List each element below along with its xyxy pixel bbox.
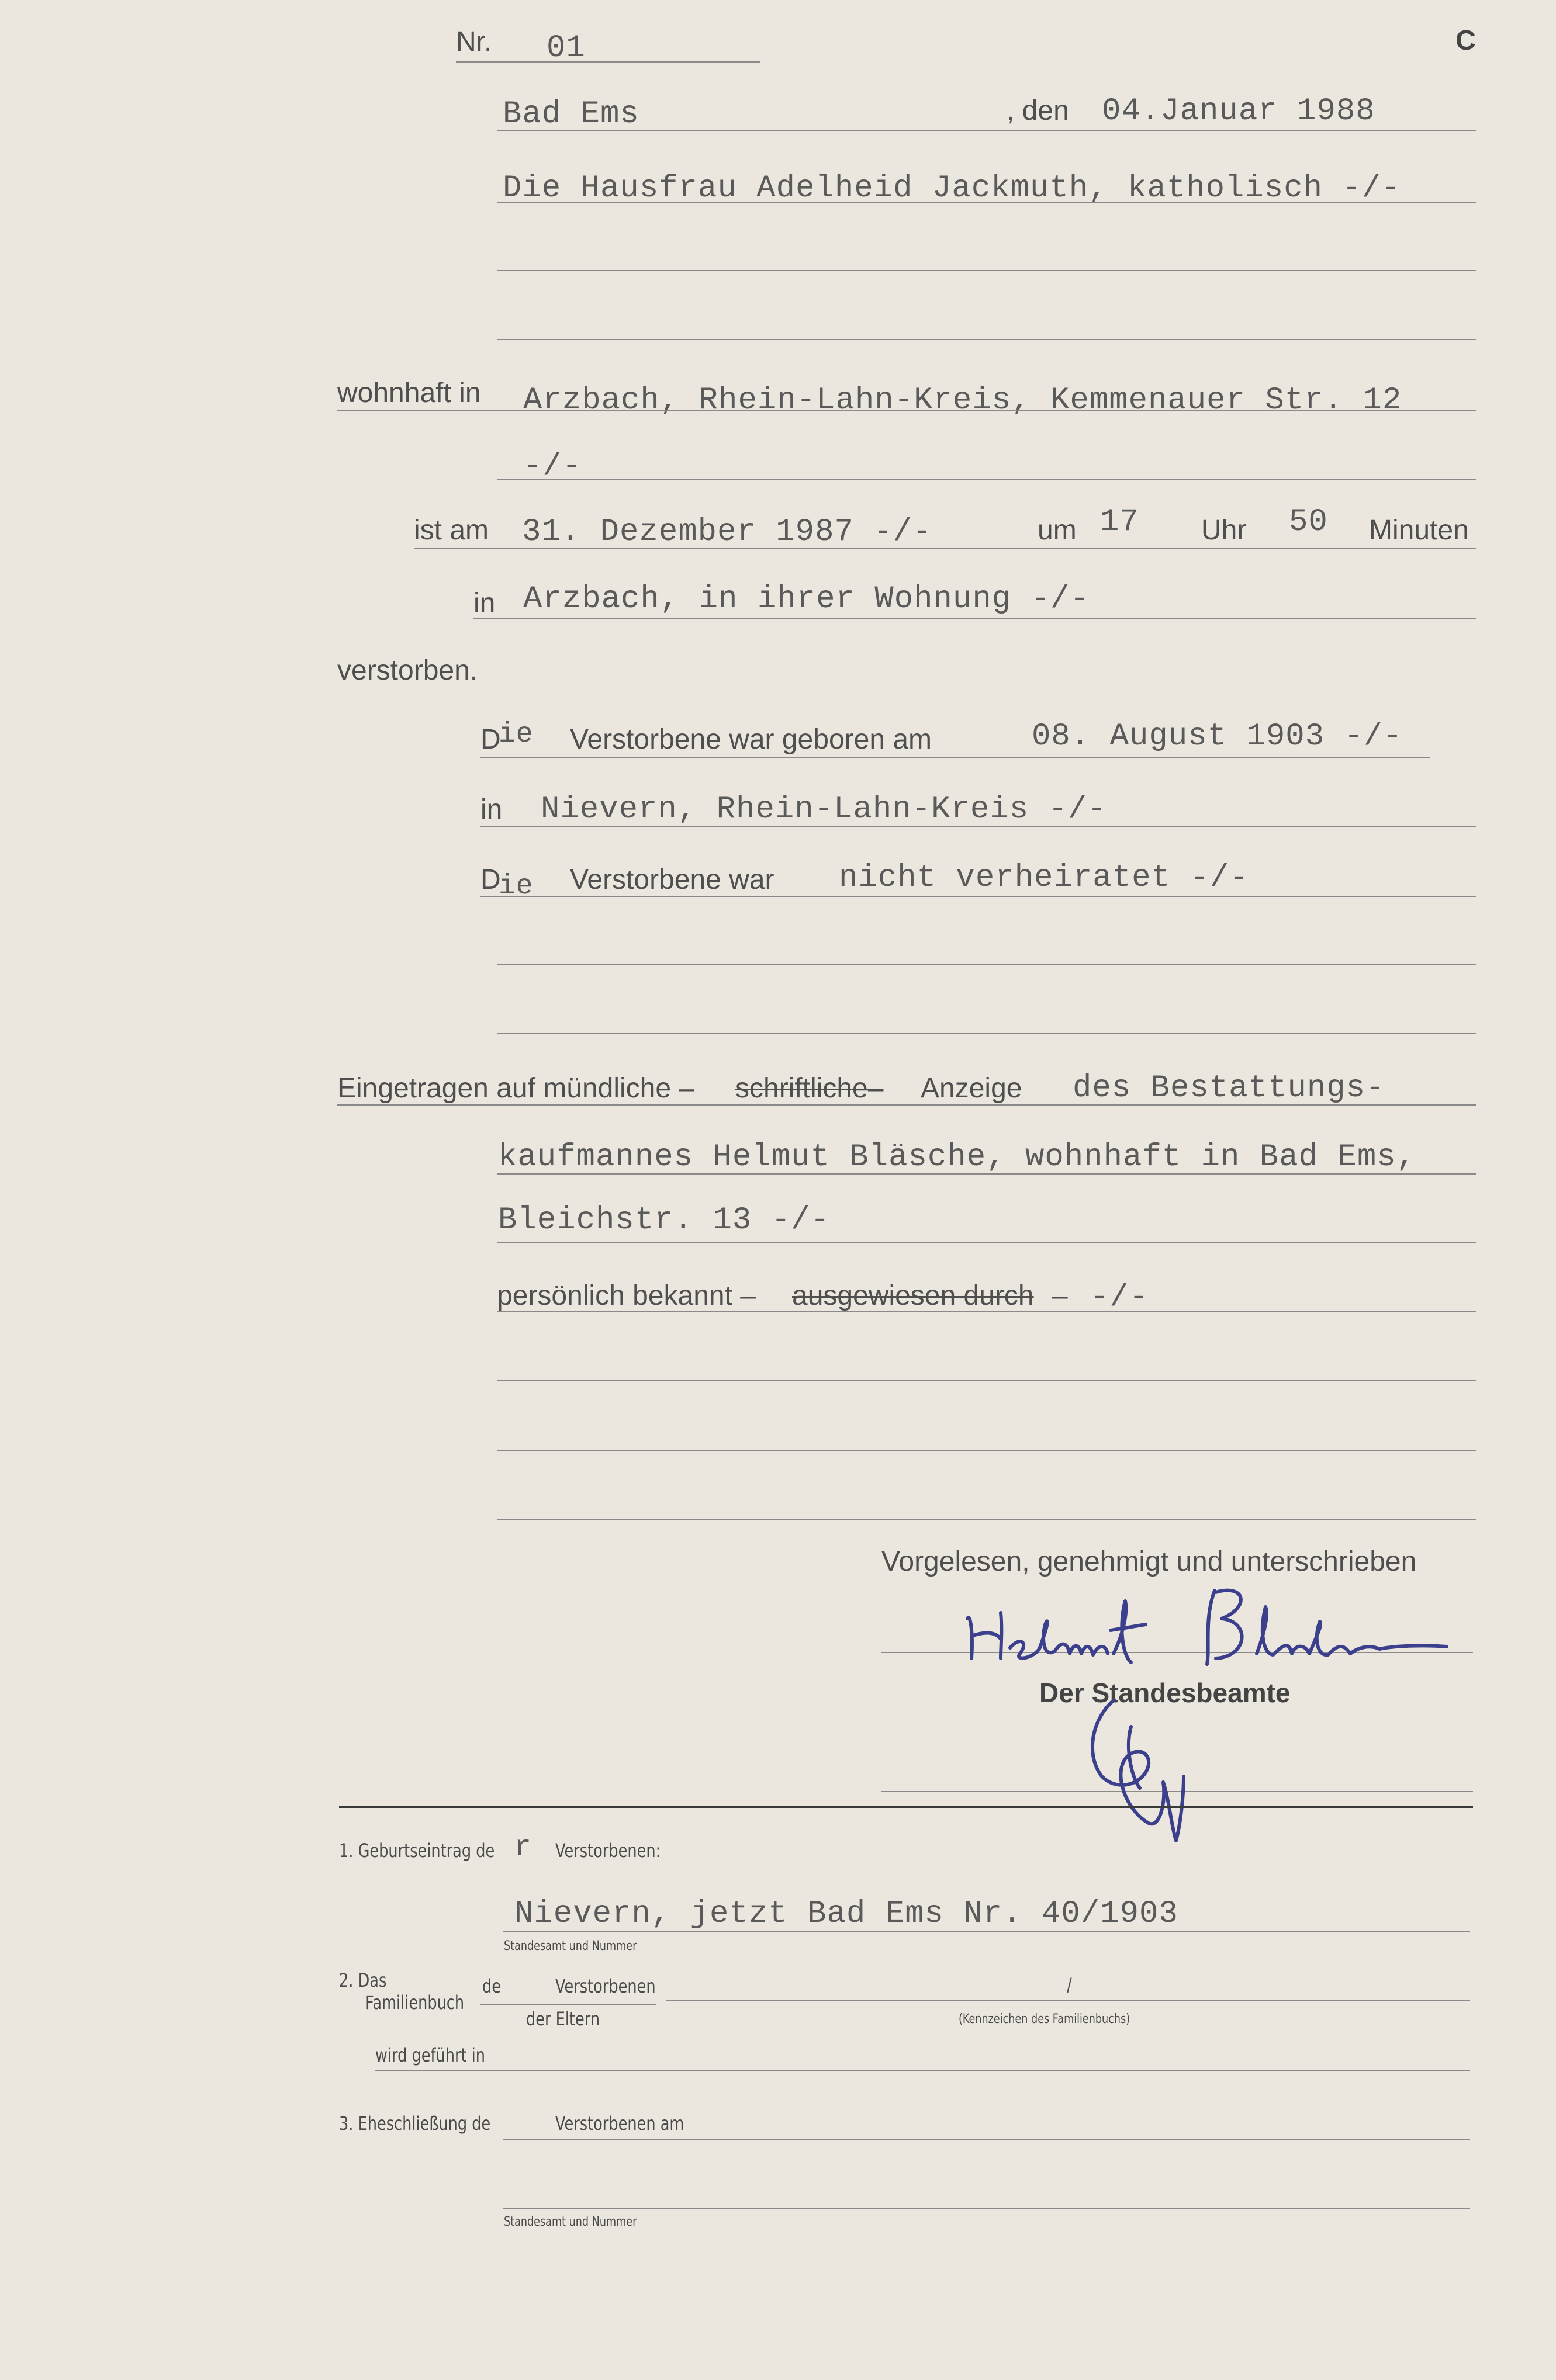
footer-separator <box>339 1806 1473 1808</box>
item2-slash: / <box>1067 1974 1072 1996</box>
nr-label: Nr. <box>456 26 492 57</box>
item2-wird-underline <box>375 2070 1470 2071</box>
item1-value: Nievern, jetzt Bad Ems Nr. 40/1903 <box>514 1896 1178 1932</box>
blank-underline-4 <box>497 1450 1476 1451</box>
birth-place-underline <box>480 826 1476 827</box>
birth-in-label: in <box>480 794 503 825</box>
known-label: persönlich bekannt – <box>497 1280 756 1311</box>
item2-de: de <box>482 1975 501 1997</box>
corner-letter: C <box>1455 25 1476 56</box>
birth-d-printed: D <box>480 724 501 755</box>
marital-underline <box>480 896 1476 897</box>
blank-underline-2 <box>497 1033 1476 1034</box>
nr-value: 01 <box>547 30 586 66</box>
registration-underline-1 <box>337 1104 1476 1106</box>
marital-die-typed: ie <box>499 871 534 902</box>
registration-line-3: Bleichstr. 13 -/- <box>498 1203 830 1238</box>
item3-label: 3. Eheschließung de <box>339 2112 491 2135</box>
item1-underline <box>503 1931 1470 1932</box>
signature-statement: Vorgelesen, genehmigt und unterschrieben <box>881 1546 1417 1577</box>
person-underline-1 <box>497 202 1476 203</box>
official-title: Der Standesbeamte <box>1039 1678 1291 1708</box>
verstorben-label: verstorben. <box>337 655 478 686</box>
person-underline-3 <box>497 339 1476 340</box>
standesbeamte-signature-stroke <box>1092 1700 1184 1841</box>
registration-struck: schriftliche– <box>735 1073 884 1104</box>
death-hour: 17 <box>1100 504 1139 540</box>
standesbeamte-signature-stroke-2 <box>1129 1727 1140 1788</box>
marital-status: nicht verheiratet -/- <box>839 860 1249 896</box>
item2-underline <box>666 2000 1470 2001</box>
item1-label: 1. Geburtseintrag de <box>339 1839 495 1862</box>
signature-stroke-b <box>1207 1591 1242 1664</box>
birth-date-underline <box>480 757 1430 758</box>
minuten-label: Minuten <box>1369 515 1469 546</box>
official-signature-line <box>881 1791 1473 1792</box>
item1-typed: r <box>514 1832 532 1863</box>
death-in-label: in <box>473 588 496 619</box>
death-time-underline <box>414 548 1476 549</box>
birth-label: Verstorbene war geboren am <box>570 724 932 755</box>
registration-underline-3 <box>497 1242 1476 1243</box>
item3-underline-2 <box>503 2208 1470 2209</box>
item2-wird: wird geführt in <box>375 2044 486 2066</box>
um-label: um <box>1038 515 1077 546</box>
item1-suffix: Verstorbenen: <box>555 1839 661 1862</box>
residence-label: wohnhaft in <box>337 377 481 408</box>
birth-die-typed: ie <box>499 719 534 750</box>
item2-label-b: Familienbuch <box>365 1991 465 2014</box>
blank-underline-1 <box>497 964 1476 965</box>
registration-line-1: des Bestattungs- <box>1073 1071 1385 1106</box>
item2-fraction-line <box>480 2004 656 2005</box>
known-struck: ausgewiesen durch <box>792 1280 1034 1311</box>
item2-option-deceased: Verstorbenen <box>555 1975 656 1997</box>
residence-underline-1 <box>337 410 1476 411</box>
marital-label: Verstorbene war <box>570 864 774 895</box>
item3-underline <box>503 2139 1470 2140</box>
den-label: , den <box>1007 95 1069 126</box>
known-underline <box>497 1311 1476 1312</box>
uhr-label: Uhr <box>1201 515 1247 546</box>
person-underline-2 <box>497 270 1476 271</box>
residence-line-1: Arzbach, Rhein-Lahn-Kreis, Kemmenauer Str. 12 <box>523 383 1402 418</box>
known-typed: -/- <box>1090 1280 1149 1315</box>
death-place: Arzbach, in ihrer Wohnung -/- <box>523 581 1090 617</box>
blank-underline-5 <box>497 1519 1476 1520</box>
standesamt-label-1: Standesamt und Nummer <box>504 1939 637 1953</box>
item2-label-a: 2. Das <box>339 1969 387 1991</box>
registration-line-2: kaufmannes Helmut Bläsche, wohnhaft in Bad Ems, <box>498 1139 1416 1175</box>
birth-date: 08. August 1903 -/- <box>1032 719 1403 754</box>
birth-place: Nievern, Rhein-Lahn-Kreis -/- <box>541 792 1107 827</box>
place-of-record: Bad Ems <box>503 96 639 132</box>
nr-underline <box>456 61 760 63</box>
record-date: 04.Januar 1988 <box>1102 93 1375 129</box>
registration-underline-2 <box>497 1173 1476 1175</box>
item2-hint: (Kennzeichen des Familienbuchs) <box>959 2012 1130 2026</box>
marital-d-printed: D <box>480 864 501 895</box>
death-date: 31. Dezember 1987 -/- <box>522 514 932 550</box>
residence-line-2: -/- <box>523 449 582 484</box>
death-place-underline <box>473 618 1476 619</box>
item2-option-parents: der Eltern <box>526 2008 600 2030</box>
signature-stroke-t <box>1111 1601 1146 1662</box>
ist-am-label: ist am <box>414 515 489 546</box>
known-struck-dash: – <box>1052 1280 1068 1311</box>
deceased-name-line: Die Hausfrau Adelheid Jackmuth, katholisch -/- <box>503 171 1401 206</box>
standesamt-label-2: Standesamt und Nummer <box>504 2215 637 2229</box>
death-minutes: 50 <box>1289 504 1328 540</box>
blank-underline-3 <box>497 1380 1476 1381</box>
residence-underline-2 <box>497 479 1476 480</box>
place-date-underline <box>497 130 1476 131</box>
signature-line <box>881 1652 1473 1653</box>
registration-label-1: Eingetragen auf mündliche – <box>337 1073 695 1104</box>
registration-label-2: Anzeige <box>921 1073 1022 1104</box>
item3-suffix: Verstorbenen am <box>555 2112 684 2135</box>
signature-stroke-lasche <box>1257 1607 1447 1655</box>
